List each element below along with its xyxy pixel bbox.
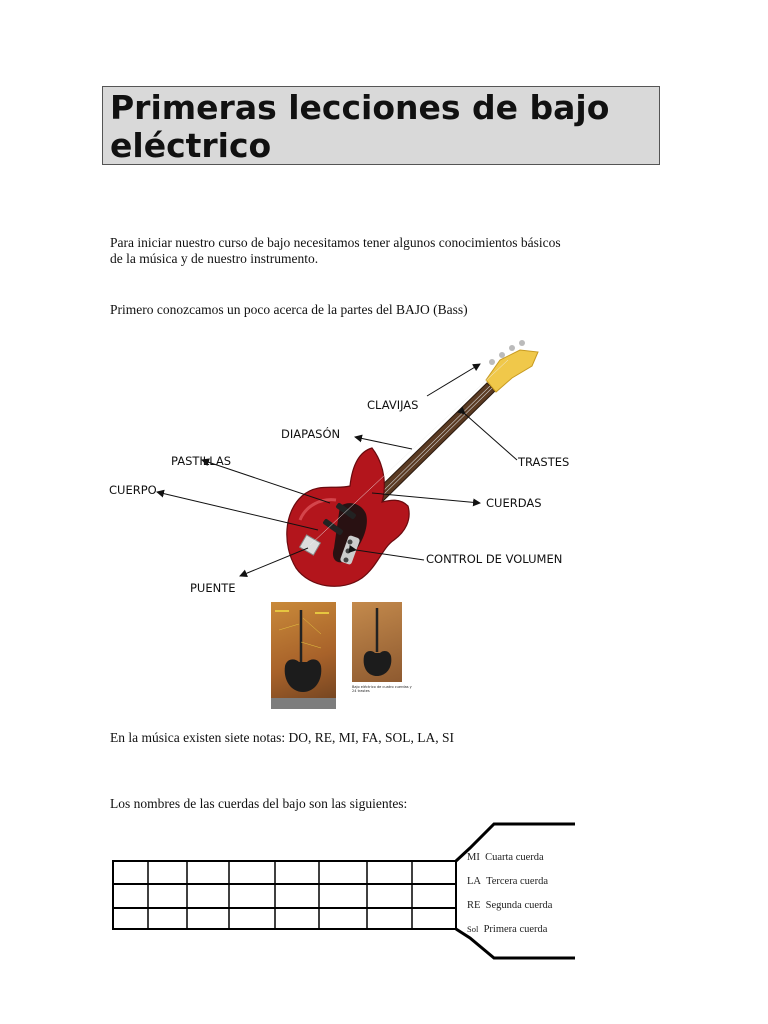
photo-caption: Bajo eléctrico de cuatro cuerdas y 24 trastes — [352, 685, 412, 693]
string-note: Sol — [467, 924, 479, 934]
string-name: Tercera cuerda — [486, 876, 548, 887]
label-pastillas: PASTILLAS — [171, 454, 232, 468]
notes-text: En la música existen siete notas: DO, RE, MI, FA, SOL, LA, SI — [110, 730, 454, 745]
parts-intro: Primero conozcamos un poco acerca de la partes del BAJO (Bass) — [110, 302, 468, 317]
string-name: Primera cuerda — [483, 924, 548, 935]
string-note: LA — [467, 876, 481, 887]
label-trastes: TRASTES — [518, 455, 570, 469]
bass-photo — [352, 602, 402, 682]
string-row — [467, 924, 547, 935]
string-row — [467, 852, 544, 863]
string-row — [467, 900, 552, 911]
label-puente: PUENTE — [190, 581, 236, 595]
label-cuerdas: CUERDAS — [486, 496, 542, 510]
strings-diagram — [113, 824, 575, 958]
label-cuerpo: CUERPO — [109, 483, 157, 497]
page-title: Primeras lecciones de bajo eléctrico — [110, 88, 610, 165]
label-clavijas: CLAVIJAS — [367, 398, 419, 412]
intro-line-2: de la música y de nuestro instrumento. — [110, 251, 319, 266]
string-note: MI — [467, 852, 480, 863]
strings-intro: Los nombres de las cuerdas del bajo son las siguientes: — [110, 796, 408, 811]
string-note: RE — [467, 900, 481, 911]
intro-line-1: Para iniciar nuestro curso de bajo necesitamos tener algunos conocimientos básicos — [110, 235, 561, 250]
string-name: Segunda cuerda — [485, 900, 553, 911]
label-control: CONTROL DE VOLUMEN — [426, 552, 563, 566]
bass-guitar-image — [287, 340, 538, 586]
bass-photo-annotated — [271, 602, 336, 709]
label-diapason: DIAPASÓN — [281, 427, 341, 441]
string-row — [467, 876, 548, 887]
string-name: Cuarta cuerda — [485, 852, 544, 863]
